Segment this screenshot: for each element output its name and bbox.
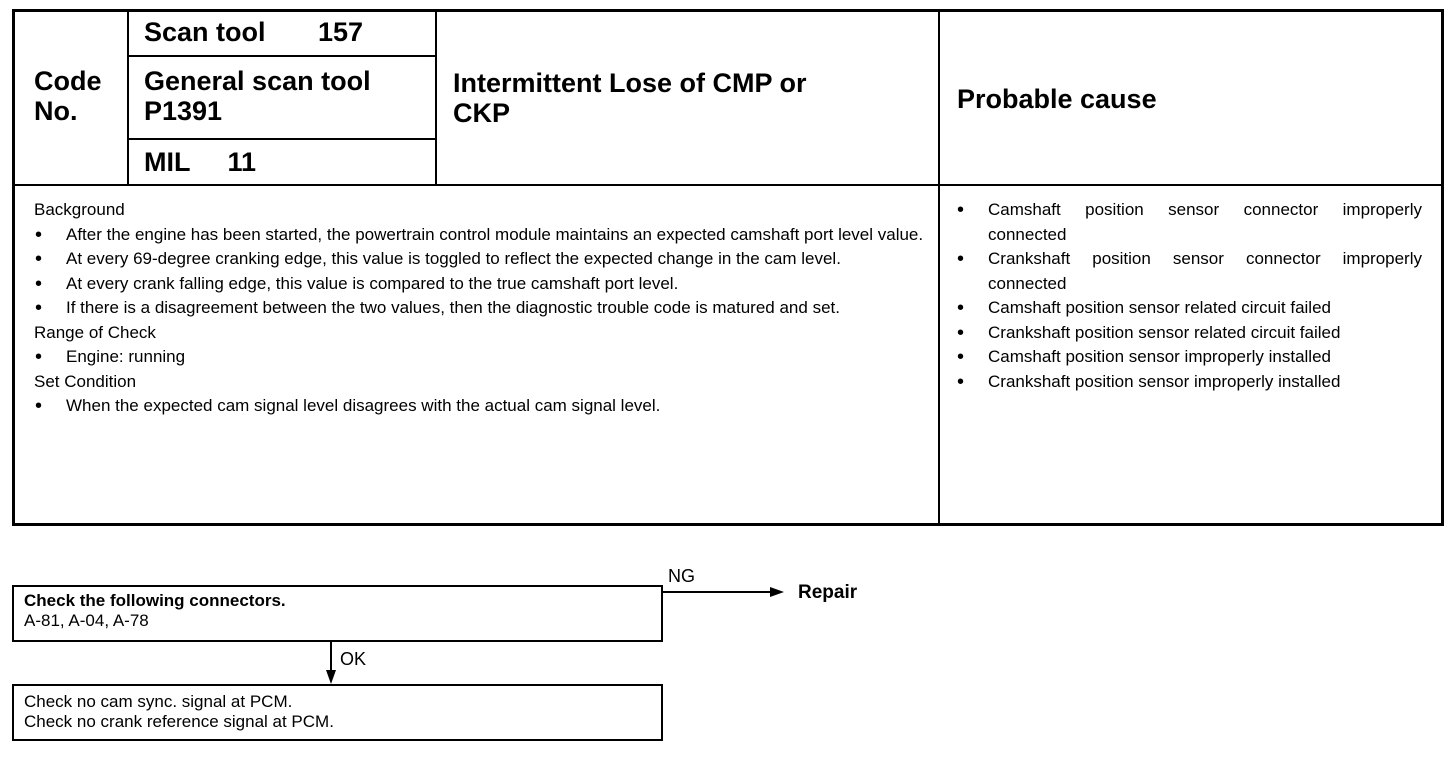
ng-arrow-head-icon — [770, 587, 784, 597]
list-item: • Crankshaft position sensor connector improperly connected — [956, 247, 1422, 296]
probable-cause-list — [956, 198, 1422, 394]
ok-arrow-head-icon — [326, 670, 336, 684]
code-no-label: Code No. — [34, 66, 102, 126]
scan-row-line-1 — [127, 55, 437, 57]
scan-tool-code: Scan tool 157 — [144, 17, 364, 47]
ng-result-repair: Repair — [798, 582, 858, 603]
step1-box — [12, 585, 663, 642]
ng-label: NG — [668, 566, 695, 586]
divider-scan — [435, 9, 437, 185]
table-border-right — [1441, 9, 1444, 526]
list-item: • Camshaft position sensor related circuit failed — [956, 296, 1422, 321]
ng-arrow-line — [661, 591, 775, 593]
background-heading: Background — [34, 200, 125, 219]
table-border-left — [12, 9, 15, 526]
list-item: • If there is a disagreement between the two values, then the diagnostic trouble code is matured and set. — [34, 296, 924, 321]
dtc-title: Intermittent Lose of CMP or CKP — [453, 68, 807, 128]
set-condition-heading: Set Condition — [34, 371, 137, 391]
header-separator — [12, 184, 1444, 186]
list-item: • At every crank falling edge, this value is compared to the true camshaft port level. — [34, 272, 924, 297]
step2-line1: Check no cam sync. signal at PCM. — [24, 692, 293, 711]
step1-title: Check the following connectors. — [24, 591, 286, 610]
step2-line2: Check no crank reference signal at PCM. — [24, 712, 334, 731]
probable-cause-heading: Probable cause — [957, 84, 1157, 114]
table-border-top — [12, 9, 1444, 12]
set-condition-list — [34, 394, 924, 419]
list-item: • Camshaft position sensor improperly installed — [956, 345, 1422, 370]
description-section — [34, 198, 924, 419]
step2-box — [12, 684, 663, 741]
range-heading: Range of Check — [34, 322, 156, 342]
list-item: • At every 69-degree cranking edge, this value is toggled to reflect the expected change in the cam level. — [34, 247, 924, 272]
scan-row-line-2 — [127, 138, 437, 140]
background-list — [34, 223, 924, 321]
list-item: • When the expected cam signal level disagrees with the actual cam signal level. — [34, 394, 924, 419]
probable-cause-section — [956, 198, 1422, 394]
list-item: • Crankshaft position sensor related circuit failed — [956, 321, 1422, 346]
mil-code: MIL 11 — [144, 147, 257, 177]
list-item: • After the engine has been started, the powertrain control module maintains an expected camshaft port level value. — [34, 223, 924, 248]
ng-connector-vertical — [661, 591, 663, 605]
ok-label: OK — [340, 649, 367, 669]
list-item: • Engine: running — [34, 345, 924, 370]
table-border-bottom — [12, 523, 1444, 526]
divider-cause — [938, 9, 940, 526]
divider-code — [127, 9, 129, 185]
range-list — [34, 345, 924, 370]
list-item: • Camshaft position sensor connector improperly connected — [956, 198, 1422, 247]
step1-detail: A-81, A-04, A-78 — [24, 611, 149, 630]
general-scan-tool-code: General scan tool P1391 — [144, 66, 371, 126]
list-item: • Crankshaft position sensor improperly installed — [956, 370, 1422, 395]
